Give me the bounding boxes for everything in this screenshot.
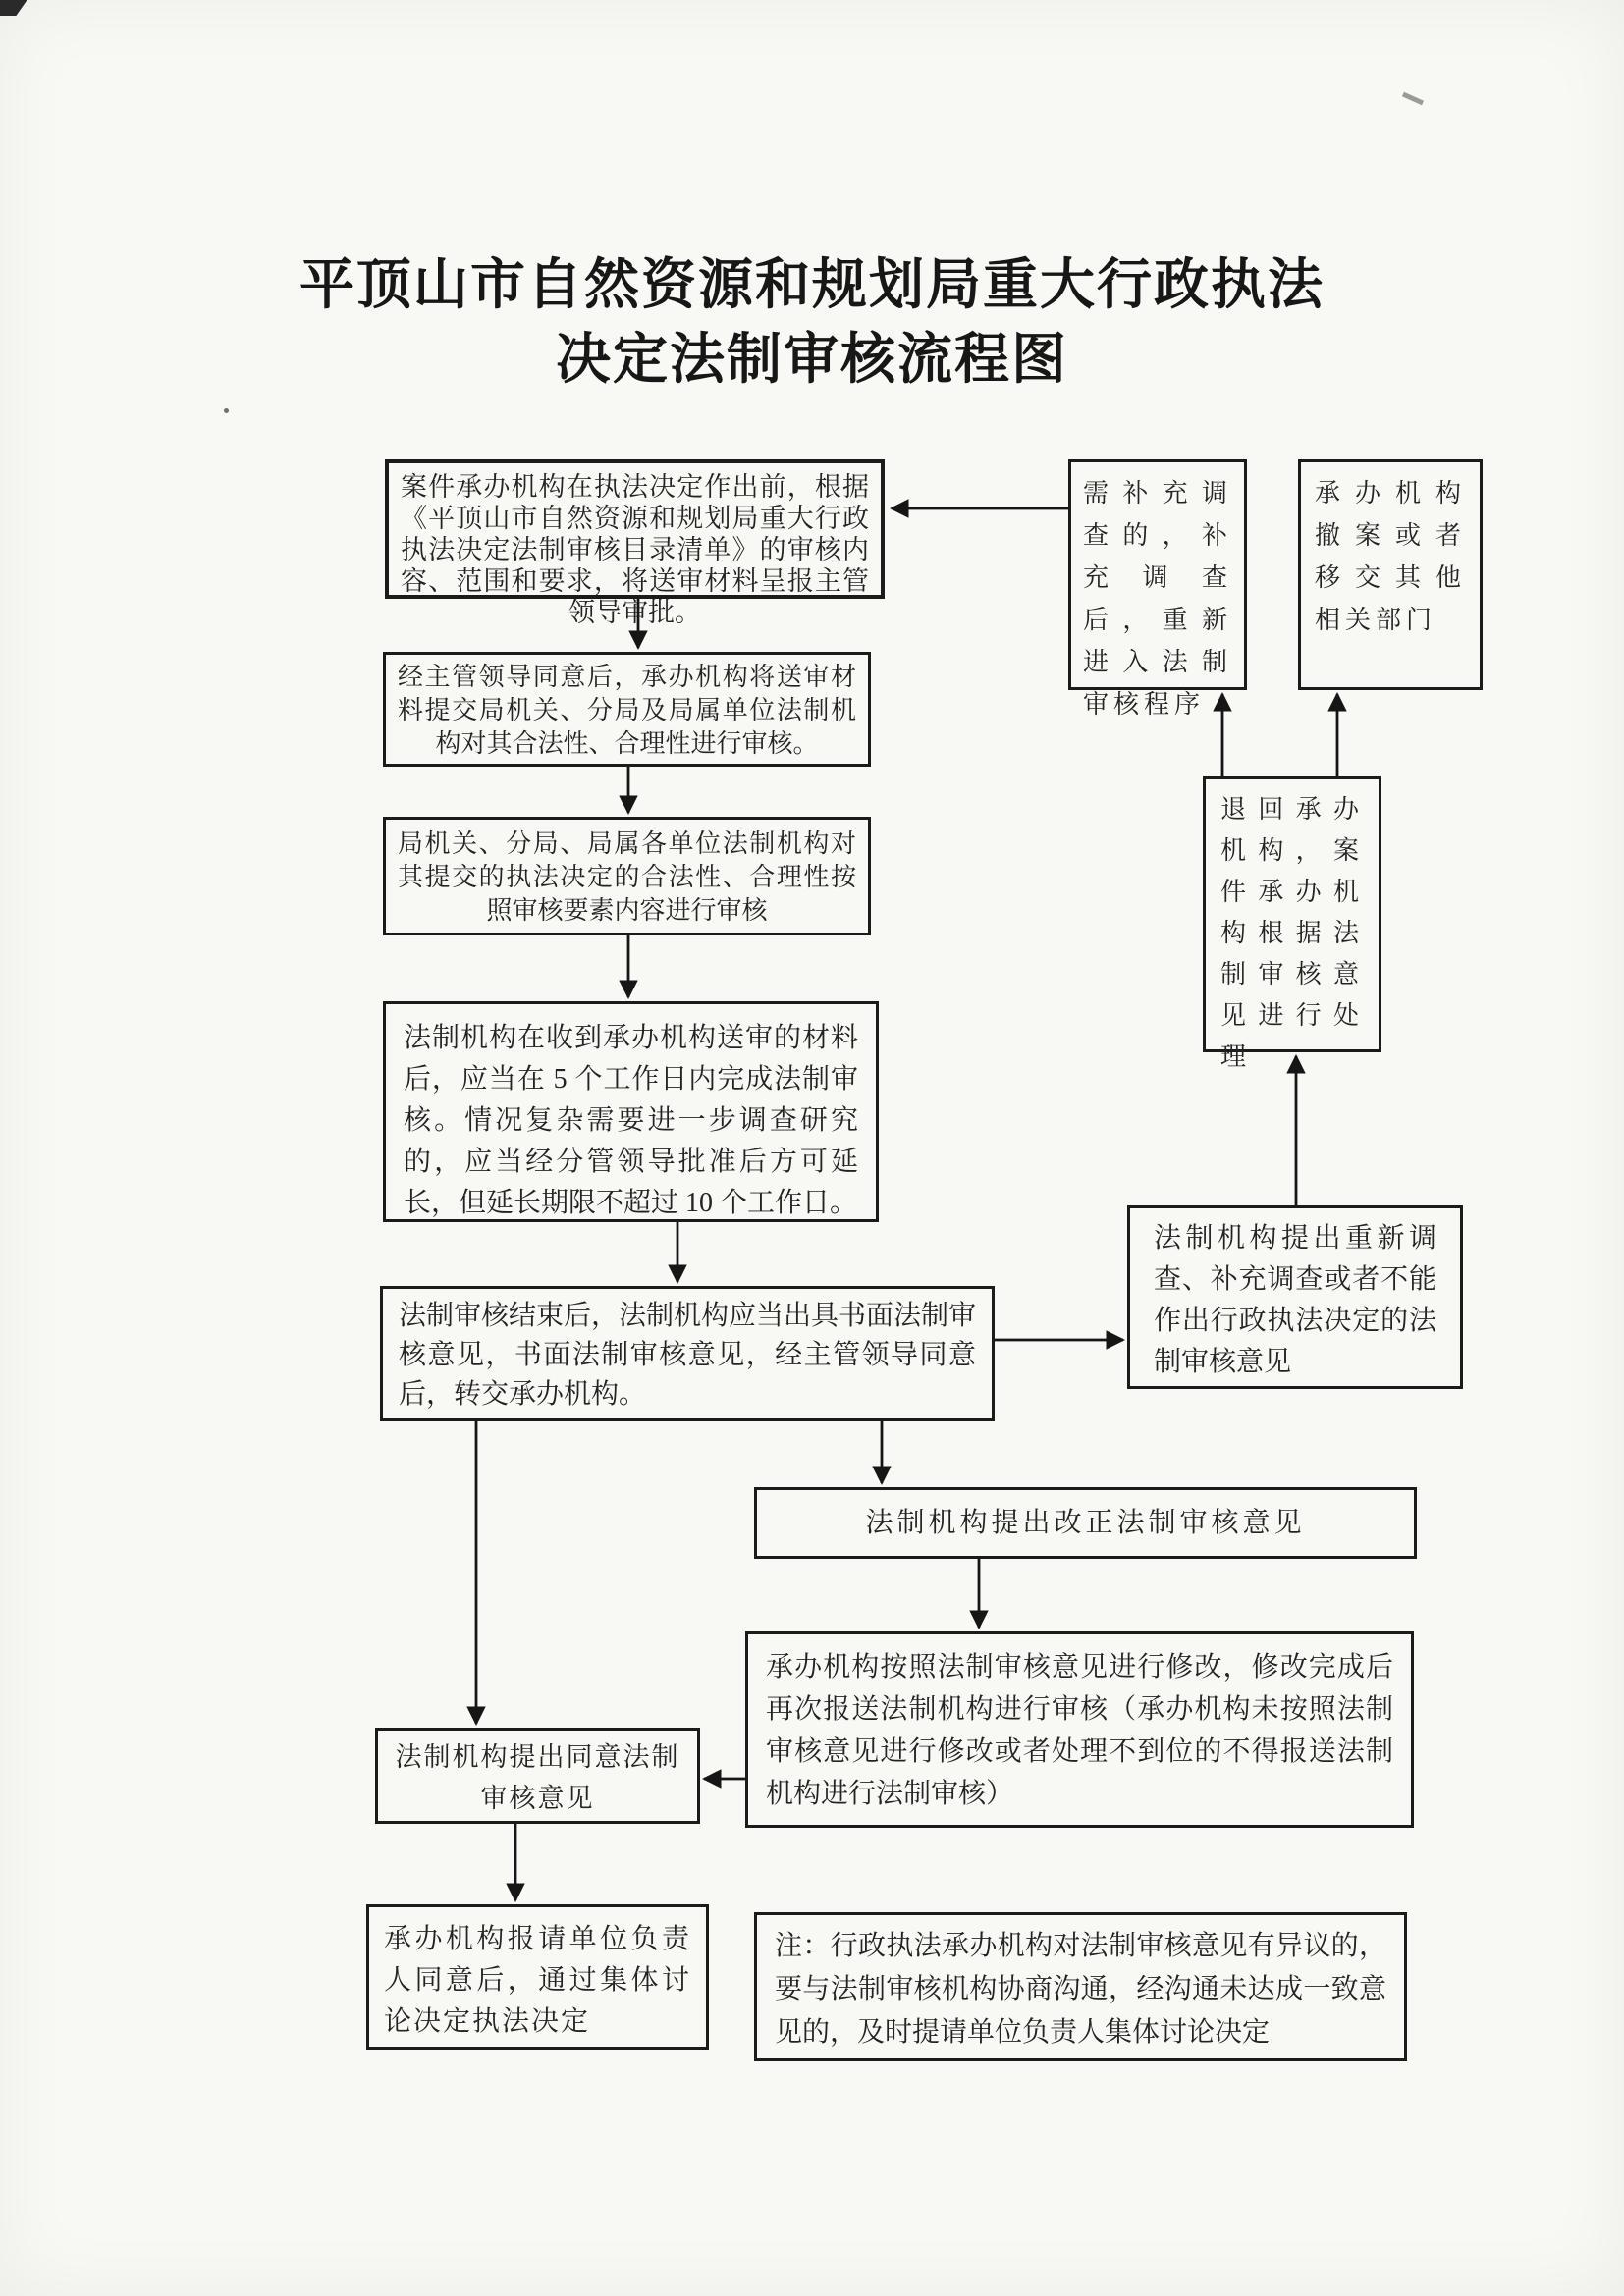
flow-box-modify-text: 承办机构按照法制审核意见进行修改，修改完成后再次报送法制机构进行审核（承办机构未按照法制审核意见进行修改或者处理不到位的不得报送法制机构进行法制审核） <box>766 1652 1393 1809</box>
scan-artifact <box>224 408 229 413</box>
flow-box-agree-text: 法制机构提出同意法制审核意见 <box>395 1742 680 1813</box>
flow-box-return-back <box>1203 776 1381 1071</box>
flow-box-correct <box>754 1487 1417 1559</box>
flow-box-note <box>754 1912 1407 2061</box>
flow-box-note-text: 注：行政执法承办机构对法制审核意见有异议的，要与法制审核机构协商沟通，经沟通未达成一致意见的，及时提请单位负责人集体讨论决定 <box>775 1931 1386 2048</box>
flow-box-element-review-text: 局机关、分局、局属各单位法制机构对其提交的执法决定的合法性、合理性按照审核要素内容进行审核 <box>398 829 856 925</box>
flow-box-reinvestigate-text: 法制机构提出重新调查、补充调查或者不能作出行政执法决定的法制审核意见 <box>1154 1223 1436 1377</box>
scan-artifact <box>0 0 27 16</box>
page-title-line1: 平顶山市自然资源和规划局重大行政执法 <box>299 253 1325 315</box>
flow-box-final-decision <box>366 1904 709 2050</box>
flow-box-need-supplement <box>1068 459 1247 719</box>
page-title-line2: 决定法制审核流程图 <box>556 328 1068 390</box>
flow-box-correct-text: 法制机构提出改正法制审核意见 <box>865 1508 1306 1538</box>
flow-box-withdraw-text: 承办机构撤案或者移交其他相关部门 <box>1315 479 1466 634</box>
flow-box-submit-review-text: 经主管领导同意后，承办机构将送审材料提交局机关、分局及局属单位法制机构对其合法性、合理性进行审核。 <box>398 663 856 758</box>
flow-box-written-opinion <box>380 1286 995 1421</box>
flow-box-return-back-text: 退回承办机构，案件承办机构根据法制审核意见进行处理 <box>1220 795 1364 1071</box>
flow-box-written-opinion-text: 法制审核结束后，法制机构应当出具书面法制审核意见，书面法制审核意见，经主管领导同意后，转交承办机构。 <box>399 1301 977 1410</box>
flow-box-need-supplement-text: 需补充调查的，补充调查后，重新进入法制审核程序 <box>1083 479 1232 719</box>
flow-box-five-days <box>383 1001 879 1222</box>
flow-box-five-days-text: 法制机构在收到承办机构送审的材料后，应当在 5 个工作日内完成法制审核。情况复杂需要进一步调查研究的，应当经分管领导批准后方可延长，但延长期限不超过 10 个工作日。 <box>404 1023 858 1218</box>
flow-box-submit-review <box>383 652 871 767</box>
flow-box-case-prepare-text: 案件承办机构在执法决定作出前，根据《平顶山市自然资源和规划局重大行政执法决定法制审核目录清单》的审核内容、范围和要求，将送审材料呈报主管领导审批。 <box>401 472 869 627</box>
flow-box-modify <box>745 1631 1414 1828</box>
flow-box-withdraw <box>1298 459 1483 690</box>
flow-box-reinvestigate <box>1127 1205 1463 1389</box>
flow-box-final-decision-text: 承办机构报请单位负责人同意后，通过集体讨论决定执法决定 <box>384 1924 691 2037</box>
flow-box-agree <box>375 1728 700 1824</box>
scan-artifact <box>1402 92 1424 106</box>
page-title <box>0 247 1624 397</box>
flow-box-case-prepare <box>385 459 885 627</box>
flow-box-element-review <box>383 817 871 935</box>
